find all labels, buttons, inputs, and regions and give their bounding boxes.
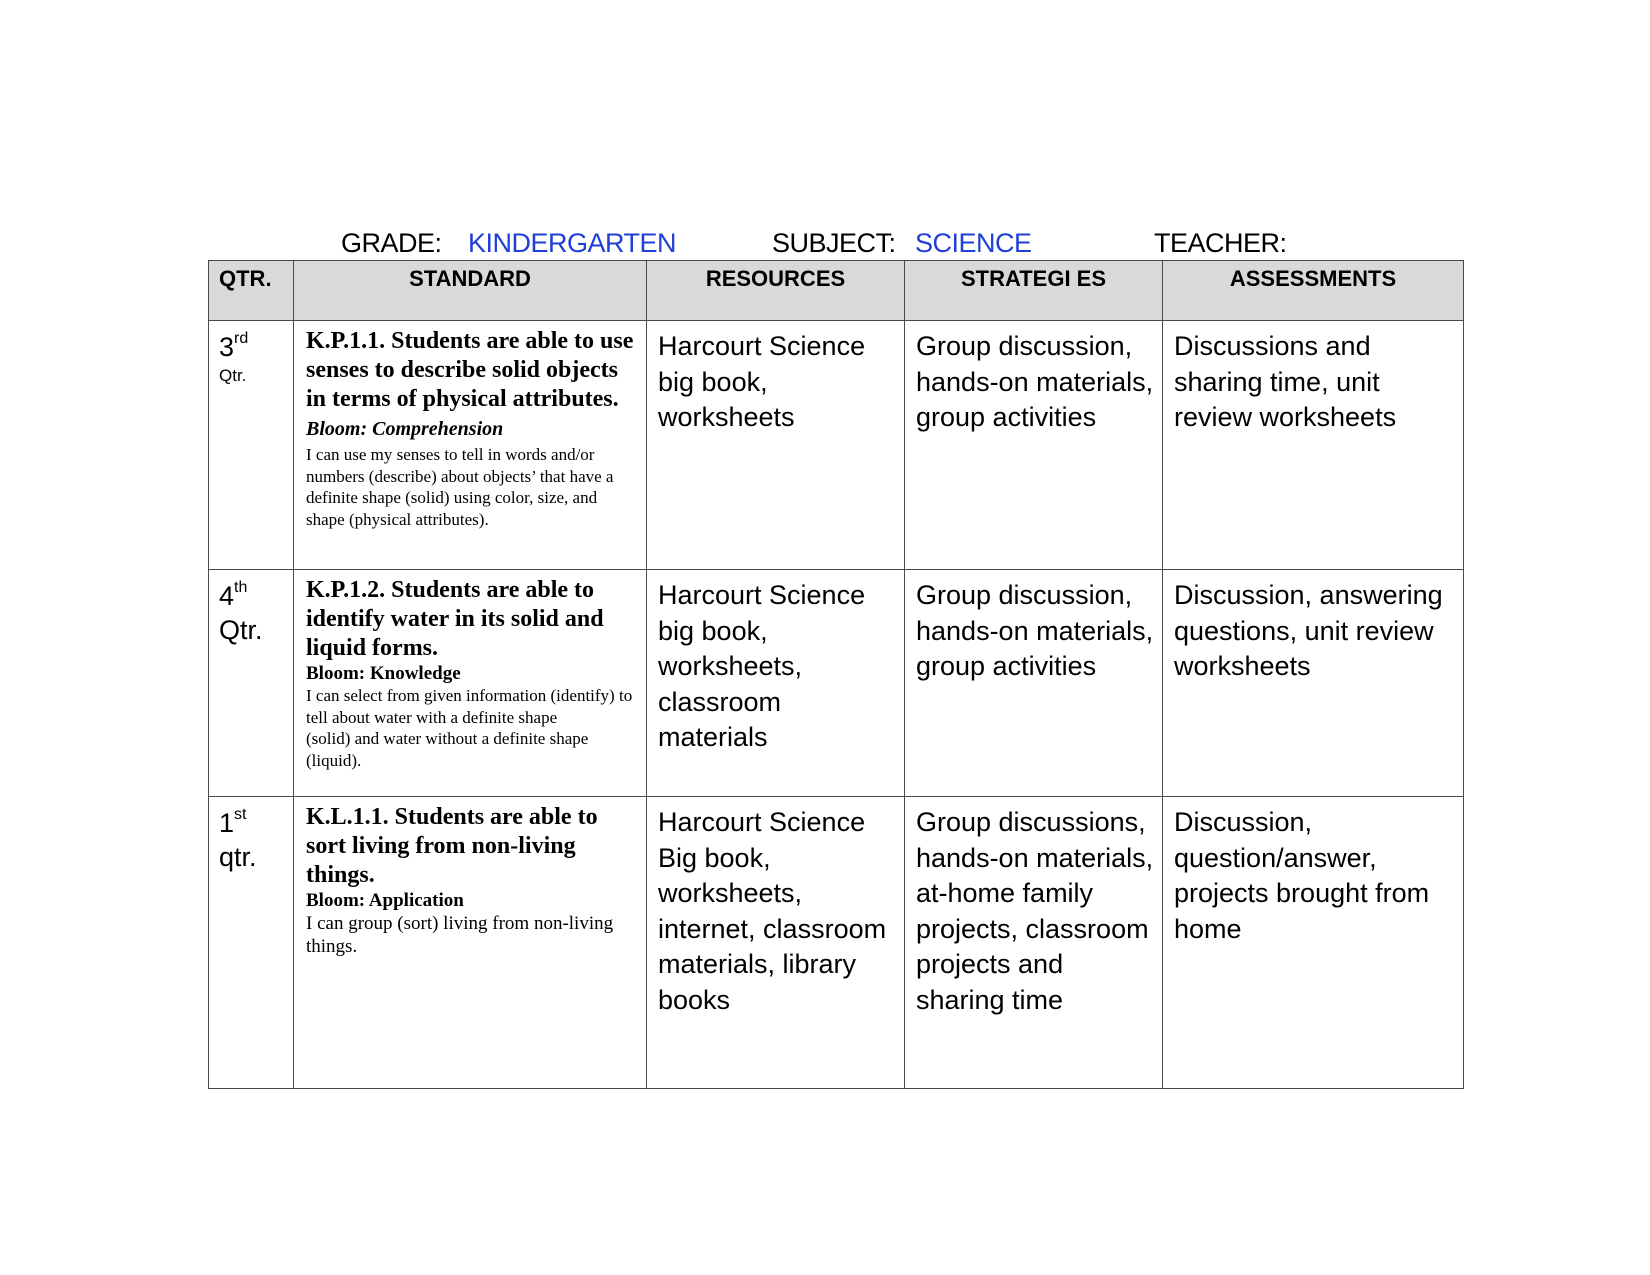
- standard-title: K.P.1.1. Students are able to use senses to describe solid objects in terms of physical attributes. Bloom: Comprehension: [306, 328, 634, 440]
- curriculum-table: [208, 260, 1464, 1089]
- standard-description-continued: (solid) and water without a definite shape (liquid).: [306, 729, 589, 770]
- standard-description: I can select from given information (identify) to tell about water with a definite shape: [306, 686, 633, 727]
- qtr-number: 3rd: [219, 330, 249, 362]
- column-header-strategies: STRATEGI ES: [905, 261, 1163, 321]
- column-header-assessments: ASSESSMENTS: [1163, 261, 1464, 321]
- standard-bloom: Bloom: Comprehension: [306, 418, 504, 440]
- strategies-cell: Group discussion, hands-on materials, group activities: [905, 321, 1163, 570]
- assessments-cell: Discussion, question/answer, projects brought from home: [1163, 797, 1464, 1089]
- standard-bloom: Bloom: Application: [306, 890, 464, 911]
- teacher-label: TEACHER:: [1154, 228, 1287, 258]
- column-header-resources: RESOURCES: [647, 261, 905, 321]
- qtr-cell: [209, 321, 294, 570]
- strategies-cell: Group discussion, hands-on materials, group activities: [905, 570, 1163, 797]
- grade-value: KINDERGARTEN: [468, 228, 677, 258]
- qtr-cell: [209, 570, 294, 797]
- column-header-standard: STANDARD: [294, 261, 647, 321]
- subject-label: SUBJECT:: [772, 228, 896, 258]
- standard-bloom: Bloom: Knowledge: [306, 663, 461, 684]
- subject-value: SCIENCE: [915, 228, 1032, 258]
- resources-cell: Harcourt Science big book, worksheets, classroom materials: [647, 570, 905, 797]
- standard-description: I can use my senses to tell in words and/or numbers (describe) about objects’ that have a definite shape (solid) using color, size, and shape (physical attributes).: [306, 445, 614, 529]
- resources-cell: Harcourt Science big book, worksheets: [647, 321, 905, 570]
- standard-cell: [294, 570, 647, 797]
- document-header: [0, 228, 1650, 262]
- qtr-number: 4th: [219, 579, 248, 611]
- table-header-row: [209, 261, 1464, 321]
- standard-title: K.P.1.2. Students are able to identify water in its solid and liquid forms.: [306, 577, 604, 661]
- qtr-label: Qtr.: [219, 615, 263, 645]
- standard-cell: [294, 797, 647, 1089]
- qtr-cell: [209, 797, 294, 1089]
- standard-title: K.L.1.1. Students are able to sort living from non-living things.: [306, 804, 598, 888]
- qtr-label: qtr.: [219, 842, 257, 872]
- table-row: [209, 321, 1464, 570]
- table-row: [209, 570, 1464, 797]
- qtr-number: 1st: [219, 806, 247, 838]
- table-row: [209, 797, 1464, 1089]
- assessments-cell: Discussion, answering questions, unit review worksheets: [1163, 570, 1464, 797]
- standard-description: I can group (sort) living from non-living things.: [306, 913, 614, 957]
- resources-cell: Harcourt Science Big book, worksheets, internet, classroom materials, library books: [647, 797, 905, 1089]
- standard-cell: [294, 321, 647, 570]
- assessments-cell: Discussions and sharing time, unit review worksheets: [1163, 321, 1464, 570]
- column-header-qtr: QTR.: [209, 261, 294, 321]
- qtr-label: Qtr.: [219, 366, 247, 385]
- grade-label: GRADE:: [341, 228, 442, 258]
- strategies-cell: Group discussions, hands-on materials, at-home family projects, classroom projects and sharing time: [905, 797, 1163, 1089]
